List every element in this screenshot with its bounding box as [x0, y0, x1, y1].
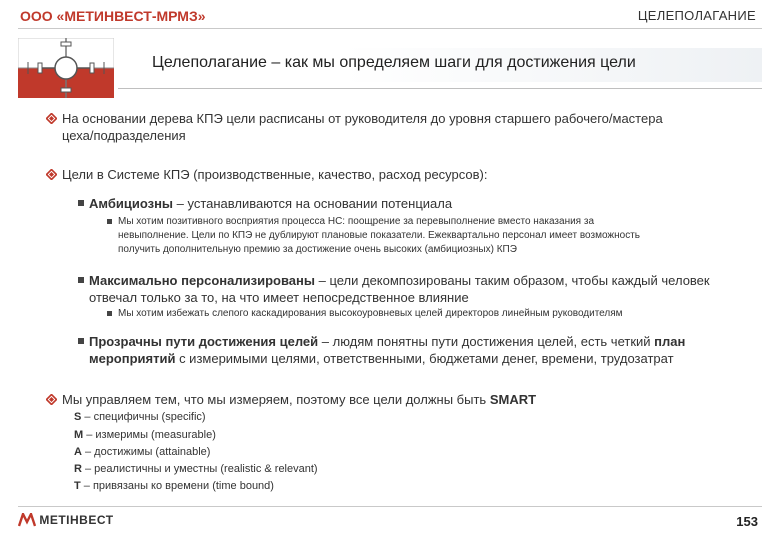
process-diagram-icon [18, 38, 114, 98]
sub-transparent-bold3: мероприятий [89, 351, 176, 366]
detail-personalized-line1: Мы хотим избежать слепого каскадирования высокоуровневых целей директоров линейным руководителям [118, 308, 623, 319]
sub-personalized-bold: Максимально персонализированы [89, 273, 315, 288]
page-title: Целеполагание – как мы определяем шаги для достижения цели [152, 54, 636, 71]
smart-text: – специфичны (specific) [81, 411, 206, 423]
smart-item-r [74, 461, 318, 477]
diamond-bullet-icon [46, 394, 57, 405]
smart-text: – привязаны ко времени (time bound) [80, 480, 274, 492]
bullet-kpi-goals [62, 166, 752, 183]
smart-letter: T [74, 480, 81, 492]
square-bullet-icon [78, 200, 84, 206]
smart-item-t [74, 478, 274, 494]
sub-ambitious [89, 195, 749, 212]
smart-letter: S [74, 411, 82, 423]
detail-personalized [118, 307, 758, 321]
metinvest-logo-icon [18, 513, 36, 527]
smart-item-s [74, 409, 206, 425]
square-bullet-icon [78, 338, 84, 344]
bullet-kpi-tree-line2: цеха/подразделения [62, 128, 186, 143]
bullet-smart [62, 391, 752, 408]
bullet-kpi-tree [62, 110, 752, 144]
sub-transparent-rest1: – людям понятны пути достижения целей, есть четкий [318, 334, 655, 349]
sub-transparent-rest2: с измеримыми целями, ответственными, бюджетами денег, времени, трудозатрат [175, 351, 674, 366]
smart-letter: M [74, 429, 84, 441]
square-bullet-icon [107, 219, 112, 224]
header-company: ООО «МЕТИНВЕСТ-МРМЗ» [20, 8, 206, 24]
smart-item-a [74, 444, 210, 460]
sub-transparent [89, 333, 759, 367]
square-bullet-icon [78, 277, 84, 283]
bullet-smart-bold: SMART [489, 392, 537, 407]
smart-letter: R [74, 463, 82, 475]
detail-ambitious-line2: невыполнение. Цели по КПЭ не дублируют плановые показатели. Ежеквартально персонал имеет возможность [118, 230, 640, 241]
smart-letter: A [74, 446, 82, 458]
sub-ambitious-bold: Амбициозны [89, 196, 174, 211]
bullet-kpi-goals-text: Цели в Системе КПЭ (производственные, качество, расход ресурсов): [62, 167, 488, 182]
footer-logo [18, 512, 114, 527]
detail-ambitious [118, 215, 758, 257]
header-divider [18, 28, 762, 29]
footer-logo-text: МЕТІНВЕСТ [39, 512, 114, 527]
detail-ambitious-line1: Мы хотим позитивного восприятия процесса НС: поощрение за перевыполнение вместо наказания за [118, 216, 595, 227]
diamond-bullet-icon [46, 169, 57, 180]
sub-ambitious-rest: – устанавливаются на основании потенциала [173, 196, 453, 211]
diamond-bullet-icon [46, 113, 57, 124]
square-bullet-icon [107, 311, 112, 316]
detail-ambitious-line3: получить дополнительную премию за достижение очень высоких (амбициозных) КПЭ [118, 244, 517, 255]
sub-personalized-rest: – цели декомпозированы таким образом, чтобы каждый человек [314, 273, 710, 288]
sub-personalized [89, 272, 769, 306]
page-number: 153 [736, 514, 758, 529]
title-divider [118, 88, 762, 89]
smart-text: – измеримы (measurable) [83, 429, 216, 441]
smart-text: – реалистичны и уместны (realistic & relevant) [81, 463, 318, 475]
smart-text: – достижимы (attainable) [81, 446, 211, 458]
sub-transparent-bold1: Прозрачны пути достижения целей [89, 334, 319, 349]
bullet-kpi-tree-line1: На основании дерева КПЭ цели расписаны от руководителя до уровня старшего рабочего/мастера [62, 111, 663, 126]
sub-transparent-bold2: план [654, 334, 686, 349]
bullet-smart-text: Мы управляем тем, что мы измеряем, поэтому все цели должны быть [62, 392, 490, 407]
sub-personalized-line2: отвечал только за то, на что имеет непосредственное влияние [89, 290, 469, 305]
header-section: ЦЕЛЕПОЛАГАНИЕ [637, 8, 756, 23]
footer-divider [18, 506, 762, 507]
smart-item-m [74, 427, 216, 443]
